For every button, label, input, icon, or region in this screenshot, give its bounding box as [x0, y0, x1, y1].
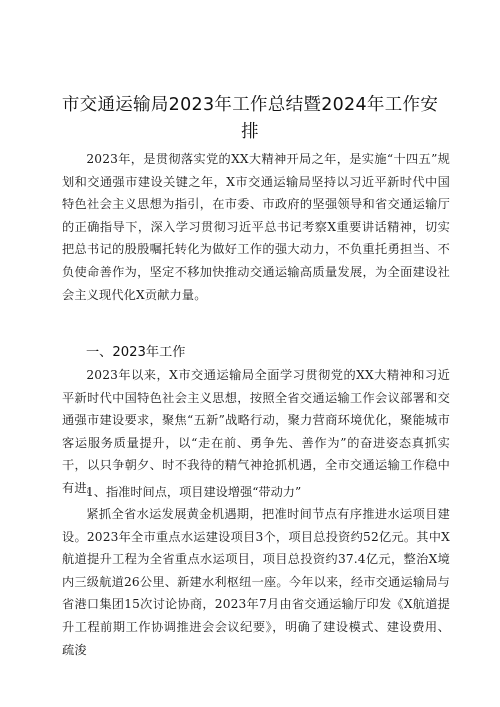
document-title: 市交通运输局2023年工作总结暨2024年工作安排	[61, 95, 439, 142]
subsection-heading: 1、指准时间点，项目建设增强“带动力”	[86, 485, 302, 499]
intro-paragraph: 2023年，是贯彻落实党的XX大精神开局之年，是实施“十四五”规划和交通强市建设关键之年，X市交通运输局坚持以习近平新时代中国特色社会主义思想为指引，在市委、市政府的坚强领导和省交通运输厅的正确指导下，深入学习贯彻习近平总书记考察X重要讲话精神，切实把总书记的殷殷嘱托转化为做好工作的强大动力，不负重托勇担当、不负使命善作为，坚定不移加快推动交通运输高质量发展，为全面建设社会主义现代化X贡献力量。	[62, 152, 450, 302]
subsection-paragraph: 紧抓全省水运发展黄金机遇期，把准时间节点有序推进水运项目建设。2023年全市重点水运建设项目3个，项目总投资约52亿元。其中X航道提升工程为全省重点水运项目，项目总投资约37.4亿元，整治X境内三级航道26公里、新建水利枢纽一座。今年以来，经市交通运输局与省港口集团15次讨论协商，2023年7月由省交通运输厅印发《X航道提升工程前期工作协调推进会会议纪要》，明确了建设模式、建设费用、疏浚	[62, 507, 450, 657]
section-paragraph: 2023年以来，X市交通运输局全面学习贯彻党的XX大精神和习近平新时代中国特色社会主义思想，按照全省交通运输工作会议部署和交通强市建设要求，聚焦“五新”战略行动，聚力营商环境优化，聚能城市客运服务质量提升，以“走在前、勇争先、善作为”的奋进姿态真抓实干，以只争朝夕、时不我待的精气神抢抓机遇，全市交通运输工作稳中有进。	[62, 368, 450, 495]
section-heading: 一、2023年工作	[86, 345, 186, 360]
